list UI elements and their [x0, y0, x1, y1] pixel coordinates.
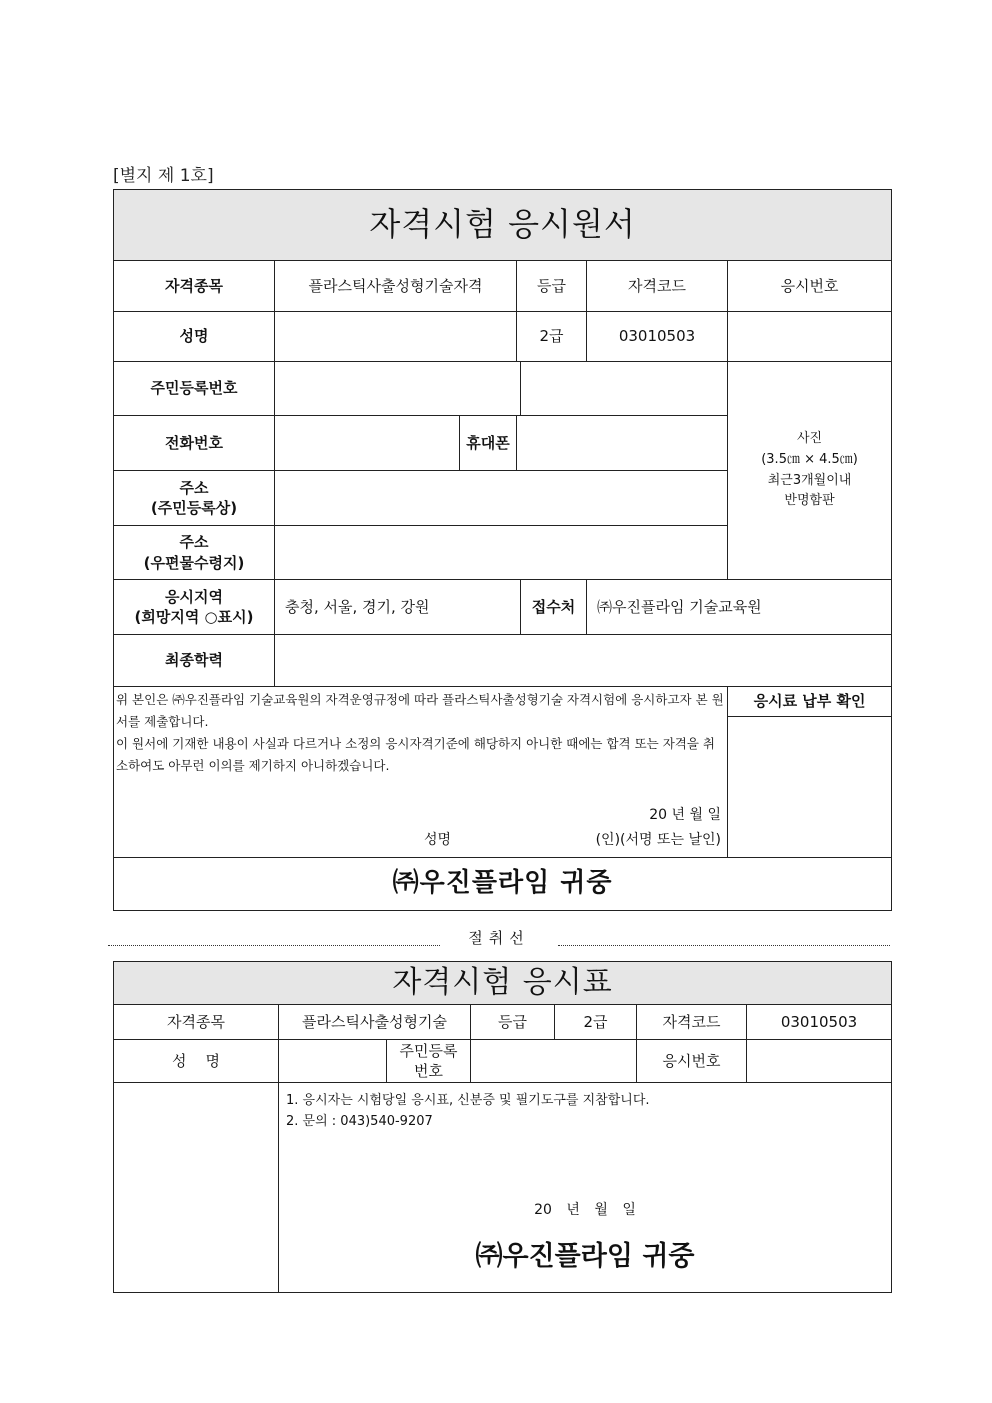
region-label: [114, 580, 275, 635]
attachment-label: [별지 제 1호]: [113, 166, 214, 186]
photo-label: 사진: [796, 430, 823, 446]
stamp-label: (인)(서명 또는 날인): [595, 832, 721, 848]
name-input-cell[interactable]: [275, 312, 517, 362]
photo-type: 반명함판: [784, 493, 835, 509]
address-resident-label-line1: 주소: [179, 478, 209, 497]
ticket-resident-label: [387, 1040, 471, 1083]
address-resident-input-cell[interactable]: [275, 471, 728, 526]
cut-line: [108, 927, 890, 951]
ticket-notes: [279, 1083, 892, 1293]
ticket-photo-cell[interactable]: [114, 1083, 279, 1293]
ticket-resident-label-line2: 번호: [414, 1062, 443, 1080]
grade-label: 등급: [517, 261, 587, 312]
ticket-code-value: 03010503: [747, 1005, 892, 1040]
resident-number-input-cell[interactable]: [275, 362, 521, 416]
ticket-grade-label: 등급: [471, 1005, 555, 1040]
photo-recency: 최근3개월이내: [767, 472, 852, 488]
address-mail-input-cell[interactable]: [275, 526, 728, 580]
ticket-note-2: 2. 문의 : 043)540-9207: [286, 1114, 433, 1130]
form-addressee: ㈜우진플라임 귀중: [114, 858, 892, 911]
qualification-value: 플라스틱사출성형기술자격: [275, 261, 517, 312]
ticket-resident-label-line1: 주민등록: [399, 1041, 458, 1060]
address-mail-label-line1: 주소: [179, 533, 209, 552]
ticket-code-label: 자격코드: [637, 1005, 747, 1040]
ticket-title: 자격시험 응시표: [114, 962, 892, 1005]
code-label: 자격코드: [587, 261, 728, 312]
mobile-input-cell[interactable]: [517, 416, 728, 471]
resident-number-extra-cell[interactable]: [521, 362, 728, 416]
declaration-date: 20 년 월 일: [649, 807, 721, 823]
ticket-resident-cell[interactable]: [471, 1040, 637, 1083]
ticket-note-1: 1. 응시자는 시험당일 응시표, 신분증 및 필기도구를 지참합니다.: [286, 1093, 650, 1108]
address-resident-label: [114, 471, 275, 526]
ticket-qualification-value: 플라스틱사출성형기술: [279, 1005, 471, 1040]
region-label-line1: 응시지역: [165, 587, 223, 606]
mobile-label: 휴대폰: [460, 416, 517, 471]
ticket-exam-number-cell[interactable]: [747, 1040, 892, 1083]
admission-ticket: [113, 961, 892, 1293]
ticket-qualification-label: 자격종목: [114, 1005, 279, 1040]
fee-confirm-label: 응시료 납부 확인: [728, 687, 892, 717]
qualification-label: 자격종목: [114, 261, 275, 312]
declaration: [114, 687, 728, 858]
photo-size: (3.5㎝ × 4.5㎝): [761, 451, 858, 467]
ticket-name-label: 성 명: [114, 1040, 279, 1083]
address-mail-label-line2: (우편물수령지): [143, 553, 245, 572]
ticket-name-cell[interactable]: [279, 1040, 387, 1083]
cut-line-right: [558, 945, 890, 946]
phone-label: 전화번호: [114, 416, 275, 471]
region-label-line2: (희망지역 ○표시): [134, 608, 254, 626]
ticket-addressee: ㈜우진플라임 귀중: [475, 1241, 695, 1272]
declaration-para1: 위 본인은 ㈜우진플라임 기술교육원의 자격운영규정에 따라 플라스틱사출성형기술 자격시험에 응시하고자 본 원서를 제출합니다.: [116, 692, 724, 729]
name-label: 성명: [114, 312, 275, 362]
code-value: 03010503: [587, 312, 728, 362]
photo-box[interactable]: [728, 362, 892, 580]
address-resident-label-line2: (주민등록상): [150, 499, 238, 517]
education-input-cell[interactable]: [275, 635, 892, 687]
address-mail-label: [114, 526, 275, 580]
phone-input-cell[interactable]: [275, 416, 460, 471]
exam-number-label: 응시번호: [728, 261, 892, 312]
ticket-date: 20 년 월 일: [534, 1202, 636, 1218]
declaration-para2: 이 원서에 기재한 내용이 사실과 다르거나 소정의 응시자격기준에 해당하지 아니한 때에는 합격 또는 자격을 취소하여도 아무런 이의를 제기하지 아니하겠습니다.: [116, 735, 716, 773]
form-title: 자격시험 응시원서: [114, 190, 892, 261]
exam-number-cell[interactable]: [728, 312, 892, 362]
ticket-grade-value: 2급: [555, 1005, 637, 1040]
reception-label: 접수처: [521, 580, 587, 635]
fee-confirm-cell[interactable]: [728, 717, 892, 858]
signer-label: 성명: [424, 832, 452, 848]
grade-value: 2급: [517, 312, 587, 362]
ticket-exam-number-label: 응시번호: [637, 1040, 747, 1083]
cut-line-label: 절취선: [468, 929, 530, 947]
education-label: 최종학력: [114, 635, 275, 687]
region-options[interactable]: 충청, 서울, 경기, 강원: [275, 580, 521, 635]
resident-number-label: 주민등록번호: [114, 362, 275, 416]
reception-value: ㈜우진플라임 기술교육원: [587, 580, 892, 635]
application-form: [113, 189, 892, 911]
